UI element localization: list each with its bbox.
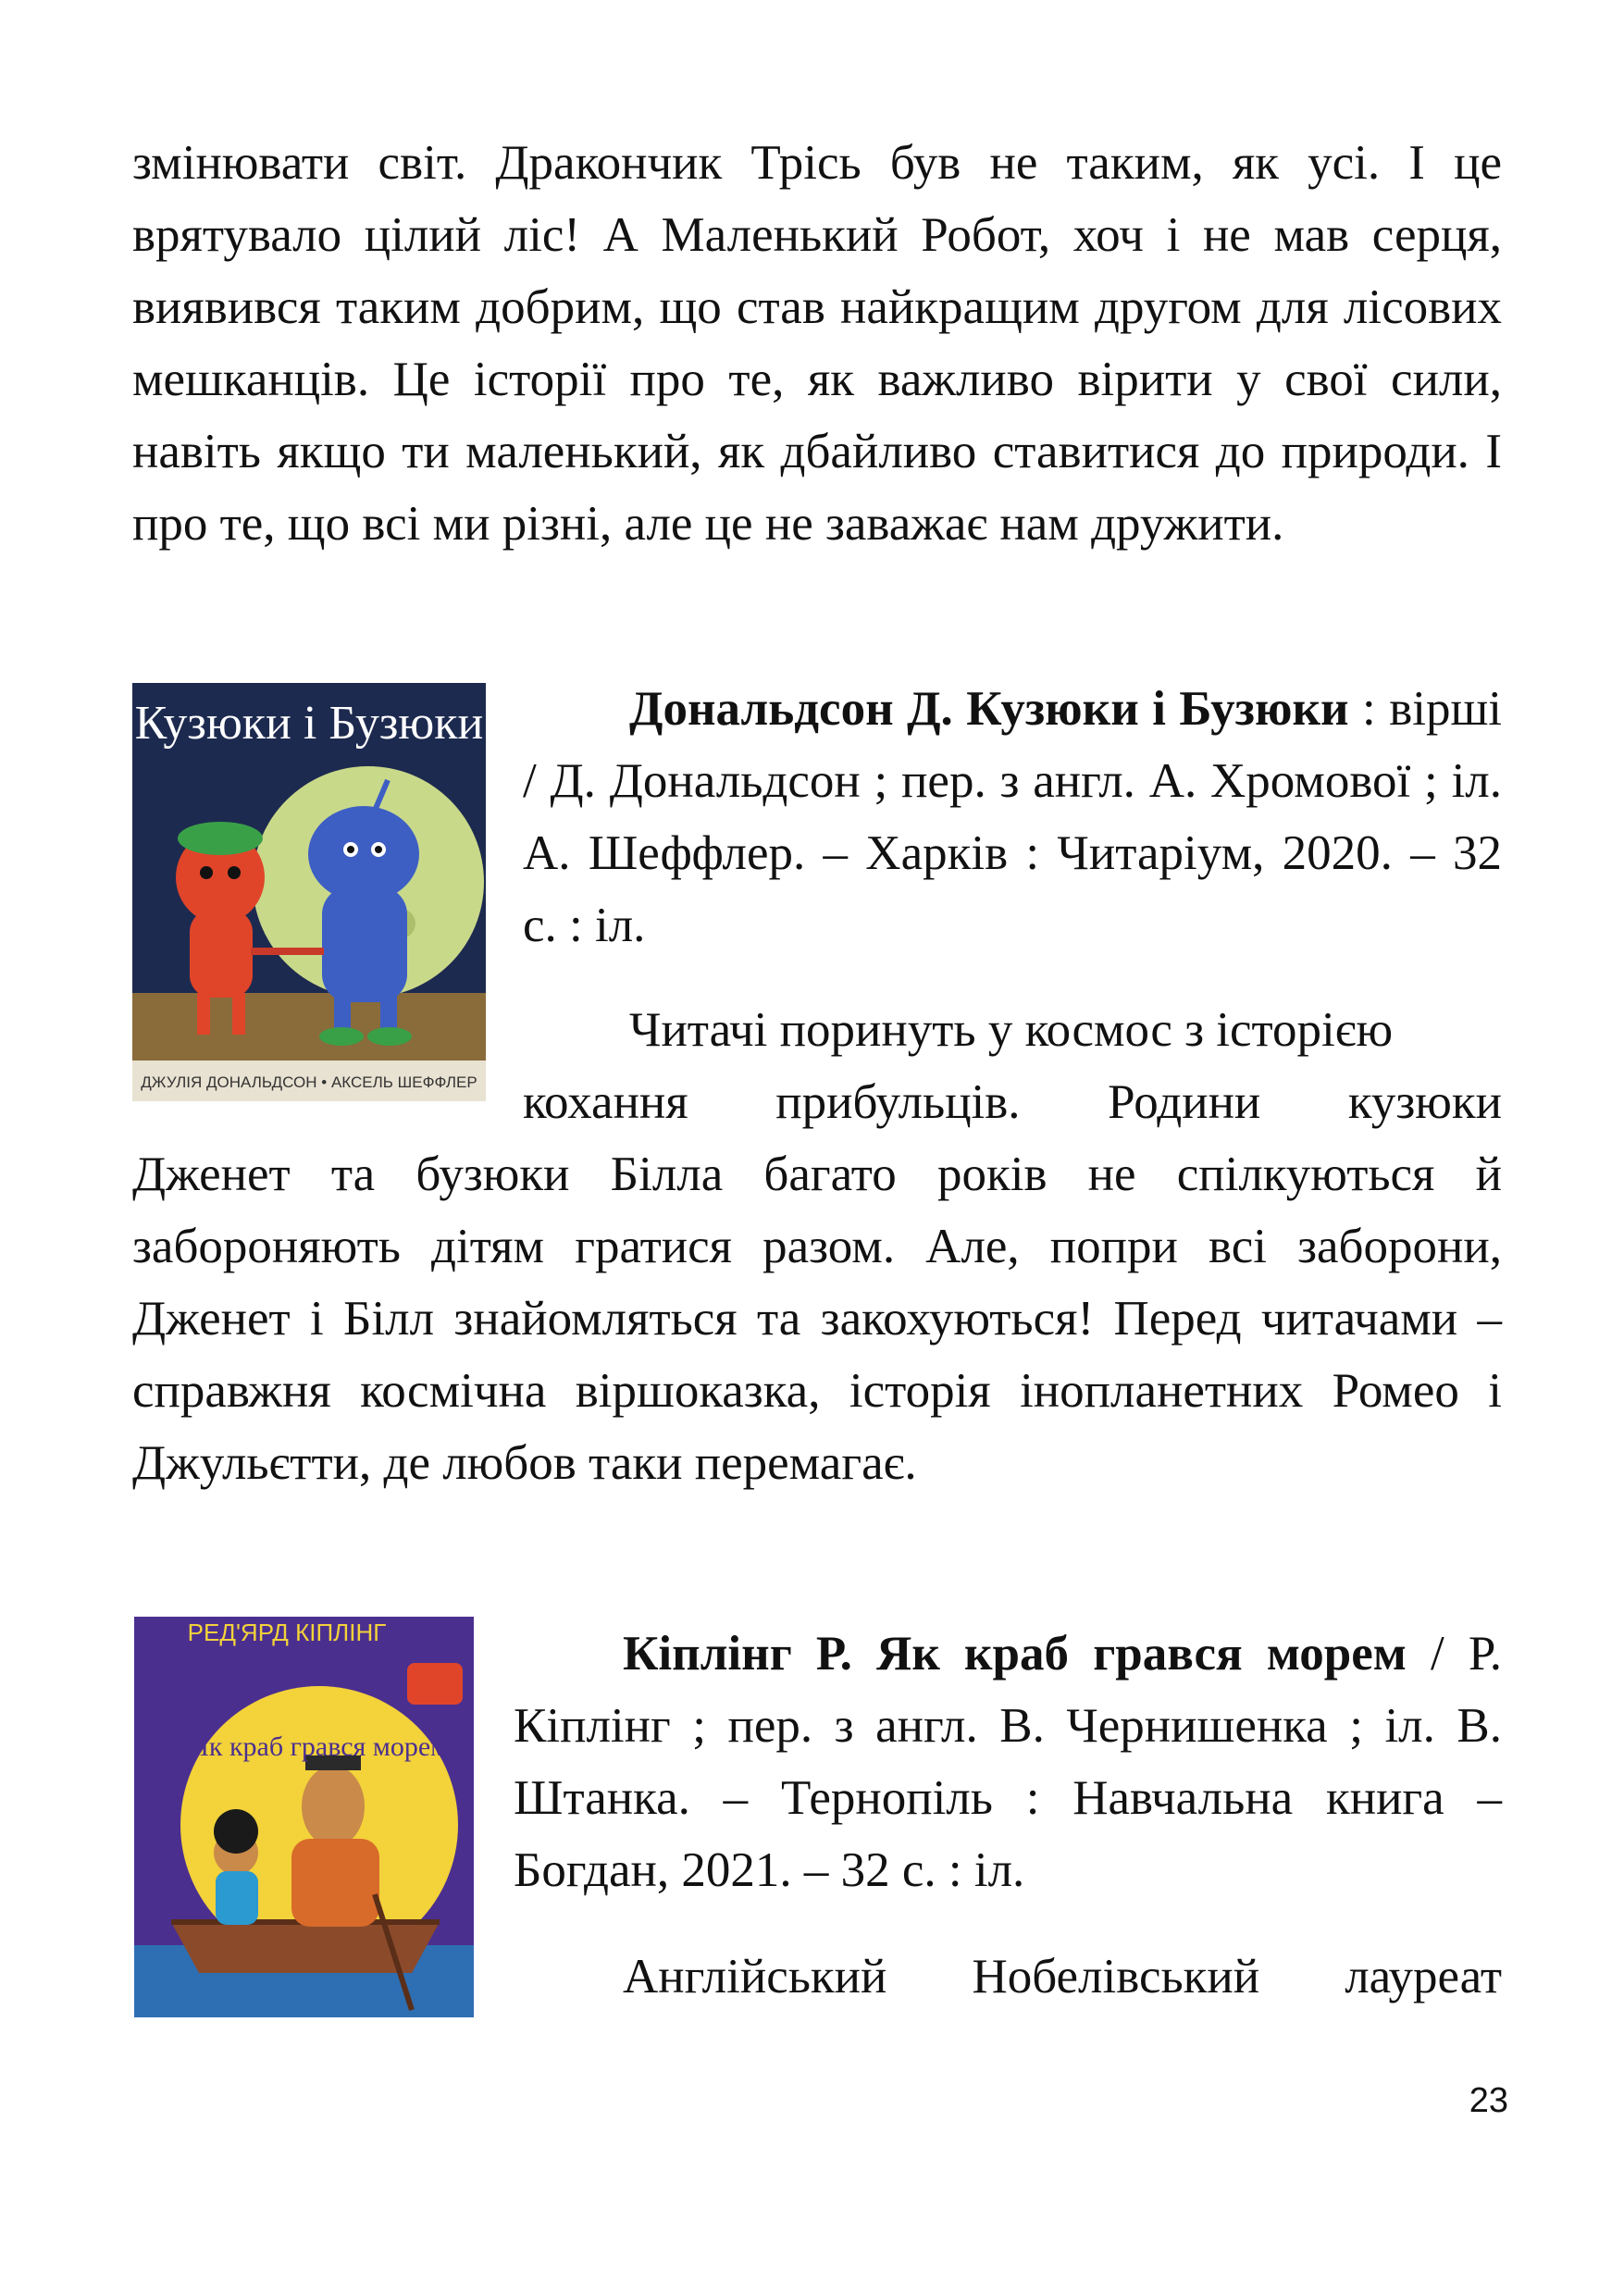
- book1-bibliography: : вірші / Д. Дональдсон ; пер. з англ. А. Хромової ; іл. А. Шеффлер. – Харків : Читаріум, 2020. – 32 с. : іл.: [523, 682, 1502, 952]
- cover-author-text: РЕД'ЯРД КІПЛІНГ: [187, 1619, 387, 1646]
- book-cover-kipling-crab: [134, 1617, 474, 2017]
- cover-title-text: Кузюки і Бузюки: [134, 697, 484, 750]
- book-cover-kuziuky: [132, 683, 486, 1101]
- book2-annotation-start: Англійський Нобелівський лауреат: [623, 1950, 1502, 2003]
- kipling-cover-illustration: [134, 1617, 474, 2017]
- page-number: 23: [1469, 2081, 1508, 2120]
- book1-annotation-rest: Дженет та бузюки Білла багато років не спілкуються й забороняють дітям гратися разом. Але, попри всі заборони, Дженет і Білл знайомляться та закохуються! Перед читачами – справжня космічна віршоказка, історія інопланетних Ромео і Джульєтти, де любов таки перемагає.: [132, 1148, 1502, 1490]
- book1-bibliographic-entry: [523, 673, 1502, 961]
- book2-bibliographic-entry: [514, 1618, 1502, 1906]
- kuziuky-cover-illustration: [132, 683, 486, 1101]
- book2-title: Кіплінг Р. Як краб грався морем: [623, 1627, 1407, 1681]
- intro-paragraph: змінювати світ. Дракончик Трісь був не таким, як усі. І це врятувало цілий ліс! А Маленький Робот, хоч і не мав серця, виявився таким добрим, що став найкращим другом для лісових мешканців. Це історії про те, як важливо вірити у свої сили, навіть якщо ти маленький, як дбайливо ставитися до природи. І про те, що всі ми різні, але це не заважає нам дружити.: [132, 136, 1502, 551]
- cover-authors-text: ДЖУЛІЯ ДОНАЛЬДСОН • АКСЕЛЬ ШЕФФЛЕР: [141, 1073, 477, 1091]
- cover-title-text: Як краб грався морем: [190, 1731, 449, 1762]
- book2-bibliography: / Р. Кіплінг ; пер. з англ. В. Чернишенка ; іл. В. Штанка. – Тернопіль : Навчальна книга – Богдан, 2021. – 32 с. : іл.: [514, 1627, 1502, 1897]
- book1-annotation-line-1: Читачі поринуть у космос з історією: [629, 1003, 1394, 1057]
- book1-annotation-start: [523, 994, 1502, 1138]
- book1-title: Дональдсон Д. Кузюки і Бузюки: [629, 682, 1349, 736]
- book1-annotation-line-2: кохання прибульців. Родини кузюки: [523, 1075, 1502, 1129]
